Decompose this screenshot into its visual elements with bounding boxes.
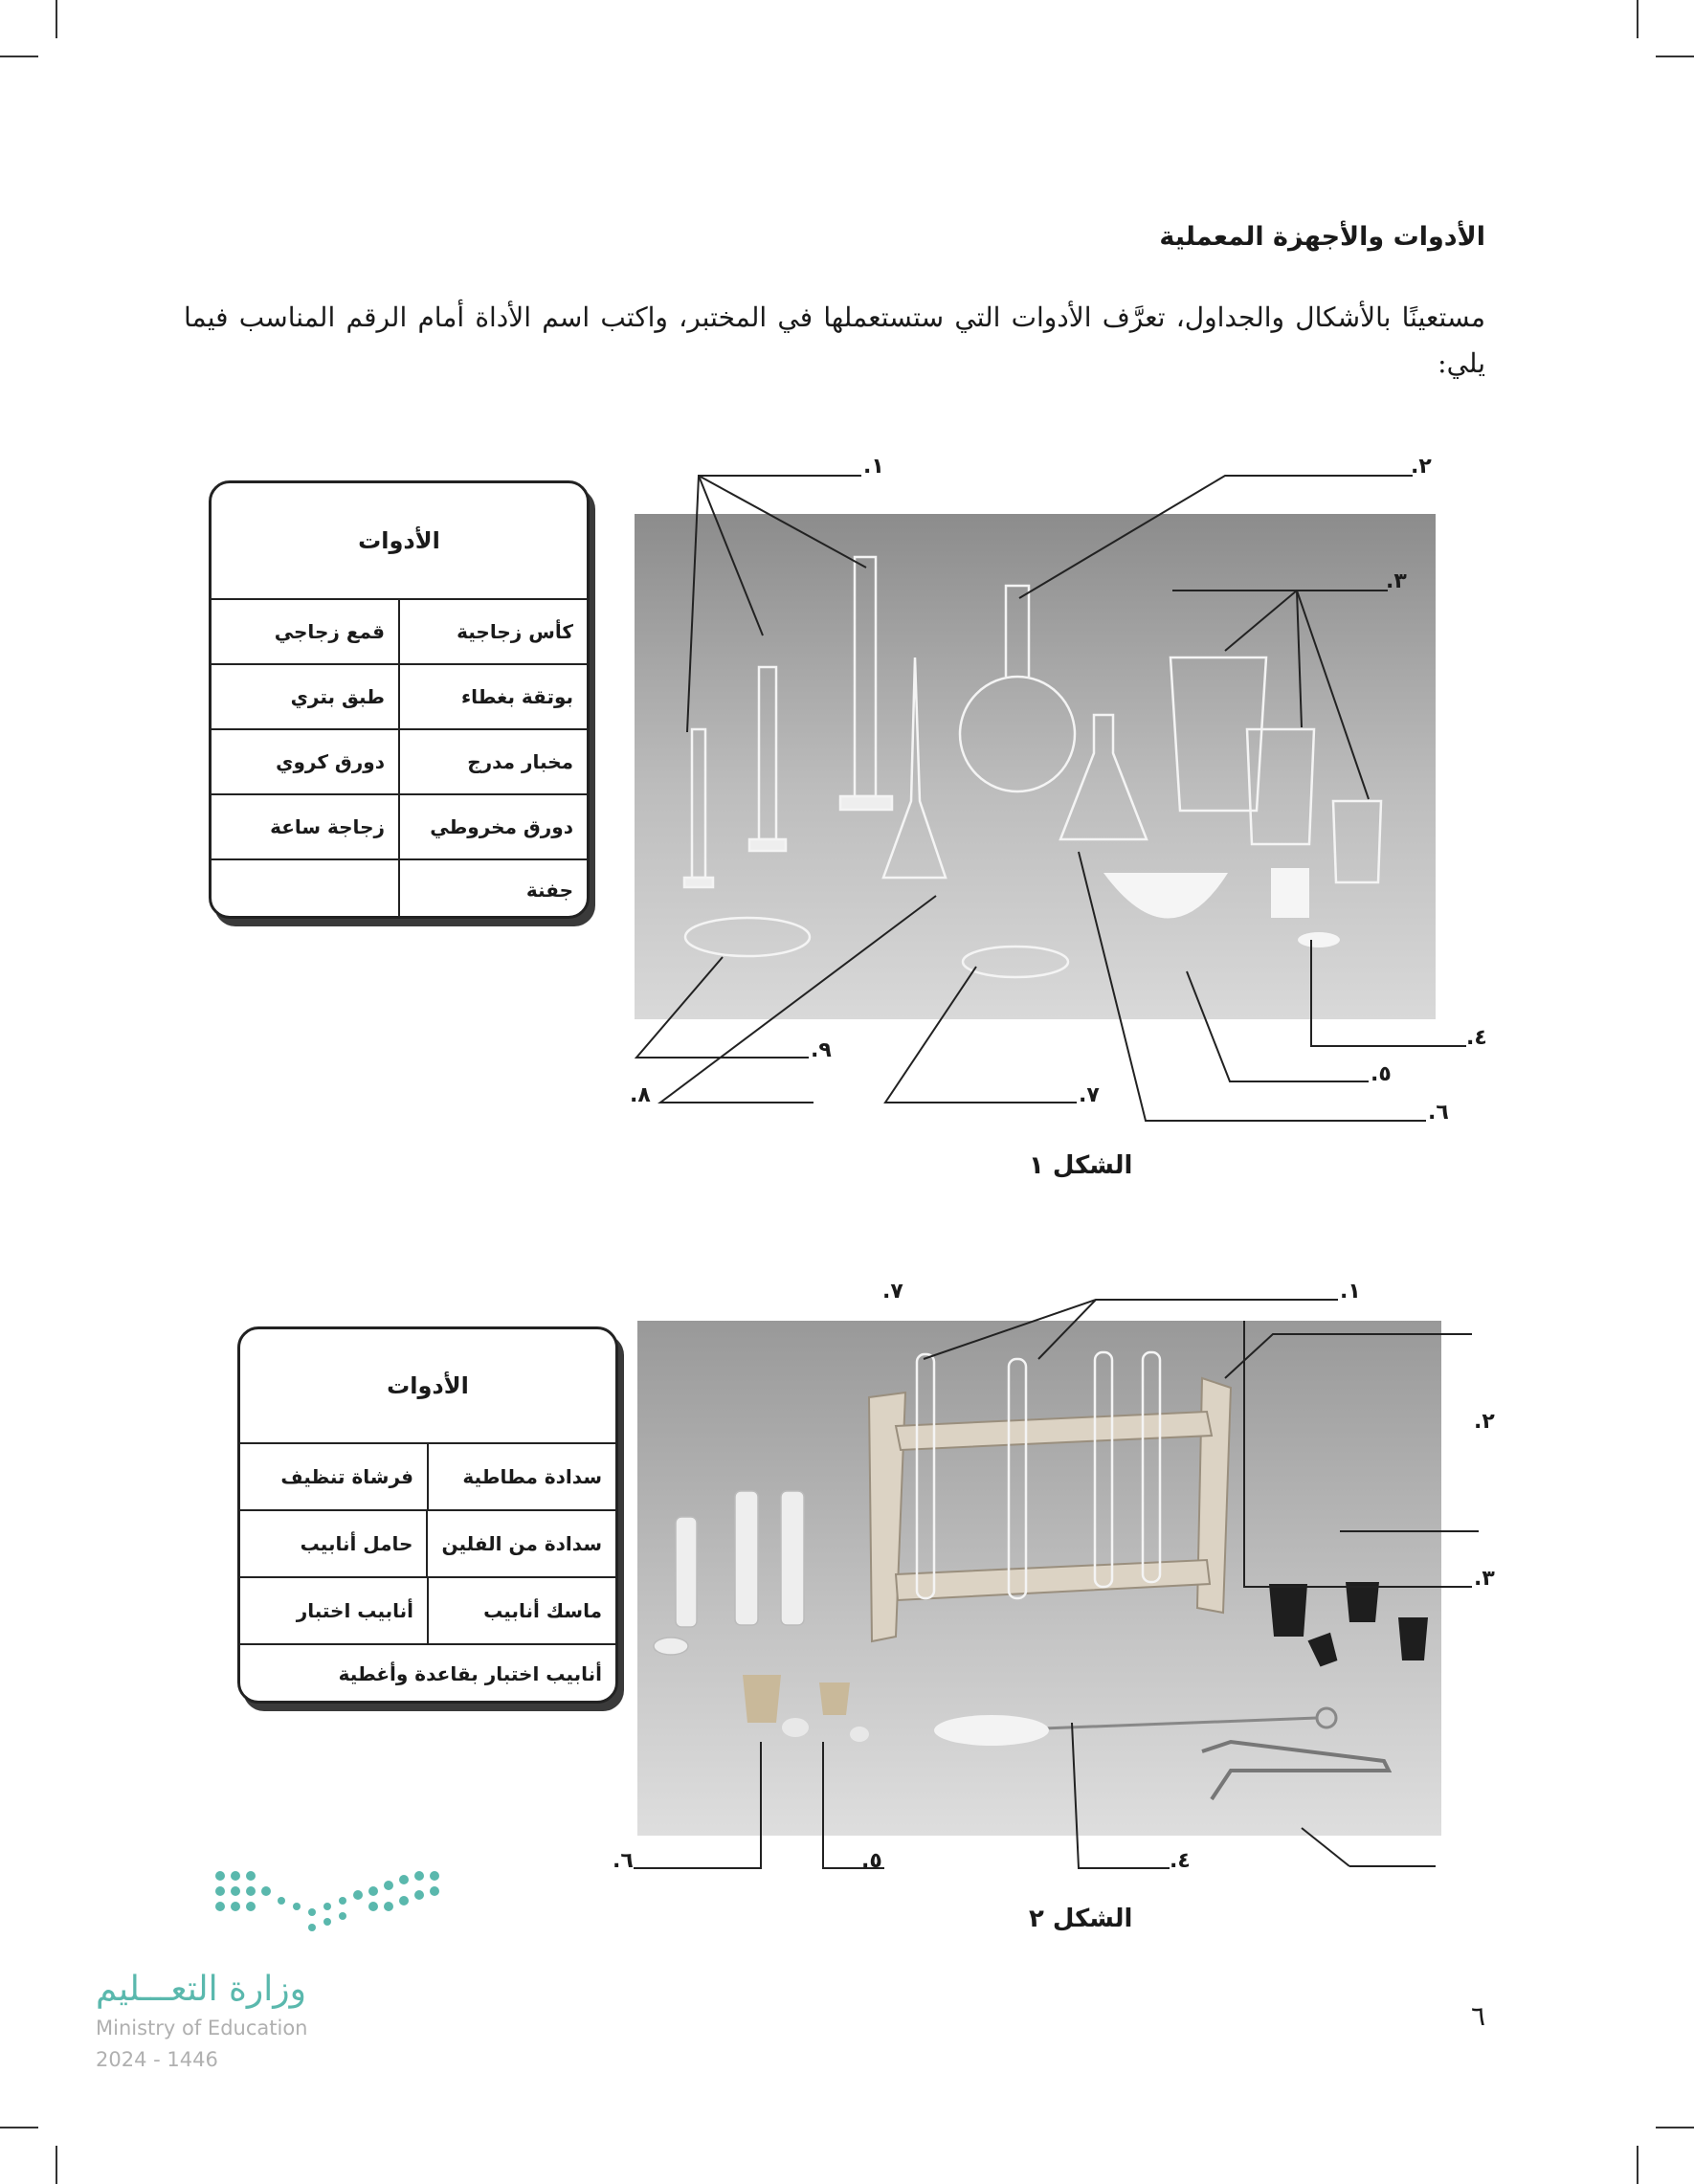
figure1-label-2: ٢.	[1411, 455, 1432, 479]
crop-mark	[1656, 2127, 1694, 2128]
instructions-paragraph: مستعينًا بالأشكال والجداول، تعرَّف الأدوات التي ستستعملها في المختبر، واكتب اسم الأداة أمام الرقم المناسب فيما يلي:	[184, 301, 1485, 379]
page-number: ٦	[1470, 2000, 1485, 2032]
figure2-label-5: ٥.	[861, 1849, 882, 1873]
table-cell: ماسك أنابيب	[427, 1578, 615, 1643]
figure2-label-3: ٣.	[1474, 1567, 1495, 1591]
page-title: الأدوات والأجهزة المعملية	[1159, 222, 1485, 252]
figure1-label-4: ٤.	[1466, 1026, 1487, 1050]
table-cell: حامل أنابيب	[300, 1532, 413, 1555]
tools-table-header: الأدوات	[240, 1329, 615, 1444]
table-cell: دورق مخروطي	[398, 795, 587, 858]
table-cell: جفنة	[398, 860, 587, 919]
ministry-logo-icon	[211, 1866, 450, 1943]
figure1-label-6: ٦.	[1428, 1101, 1449, 1125]
table-cell: قمع زجاجي	[274, 620, 385, 643]
table-cell: بوتقة بغطاء	[398, 665, 587, 728]
table-cell: فرشاة تنظيف	[280, 1465, 413, 1488]
crop-mark	[0, 2127, 38, 2128]
ministry-name-english: Ministry of Education	[96, 2017, 308, 2039]
figure2-label-7: ٧.	[882, 1280, 903, 1304]
figure2-label-1: ١.	[1340, 1280, 1361, 1304]
leader-lines-figure-2	[0, 1244, 1694, 1914]
table-cell: أنابيب اختبار	[296, 1599, 413, 1622]
figure1-label-3: ٣.	[1386, 569, 1407, 593]
table-cell: أنابيب اختبار بقاعدة وأغطية	[338, 1662, 602, 1685]
ministry-name-arabic: وزارة التعـــليم	[96, 1970, 307, 2009]
table-cell: كأس زجاجية	[398, 600, 587, 663]
figure2-caption: الشكل ٢	[1029, 1905, 1133, 1933]
figure1-label-8: ٨.	[630, 1083, 651, 1107]
table-cell: دورق كروي	[276, 750, 385, 773]
table-cell: مخبار مدرج	[398, 730, 587, 793]
figure2-label-4: ٤.	[1170, 1849, 1191, 1873]
table-cell: سدادة من الفلين	[426, 1511, 615, 1576]
crop-mark	[56, 2146, 57, 2184]
tools-table-header: الأدوات	[212, 483, 587, 600]
table-cell: طبق بتري	[290, 685, 385, 708]
figure1-label-1: ١.	[863, 455, 884, 479]
figure2-label-2: ٢.	[1474, 1410, 1495, 1434]
figure1-label-5: ٥.	[1371, 1062, 1392, 1086]
figure1-caption: الشكل ١	[1029, 1151, 1133, 1180]
crop-mark	[1637, 2146, 1638, 2184]
table-cell: زجاجة ساعة	[270, 815, 385, 838]
figure1-label-9: ٩.	[811, 1038, 832, 1062]
table-cell: سدادة مطاطية	[427, 1444, 615, 1509]
figure2-label-6: ٦.	[613, 1849, 634, 1873]
ministry-year: 2024 - 1446	[96, 2048, 218, 2071]
figure1-label-7: ٧.	[1079, 1083, 1100, 1107]
